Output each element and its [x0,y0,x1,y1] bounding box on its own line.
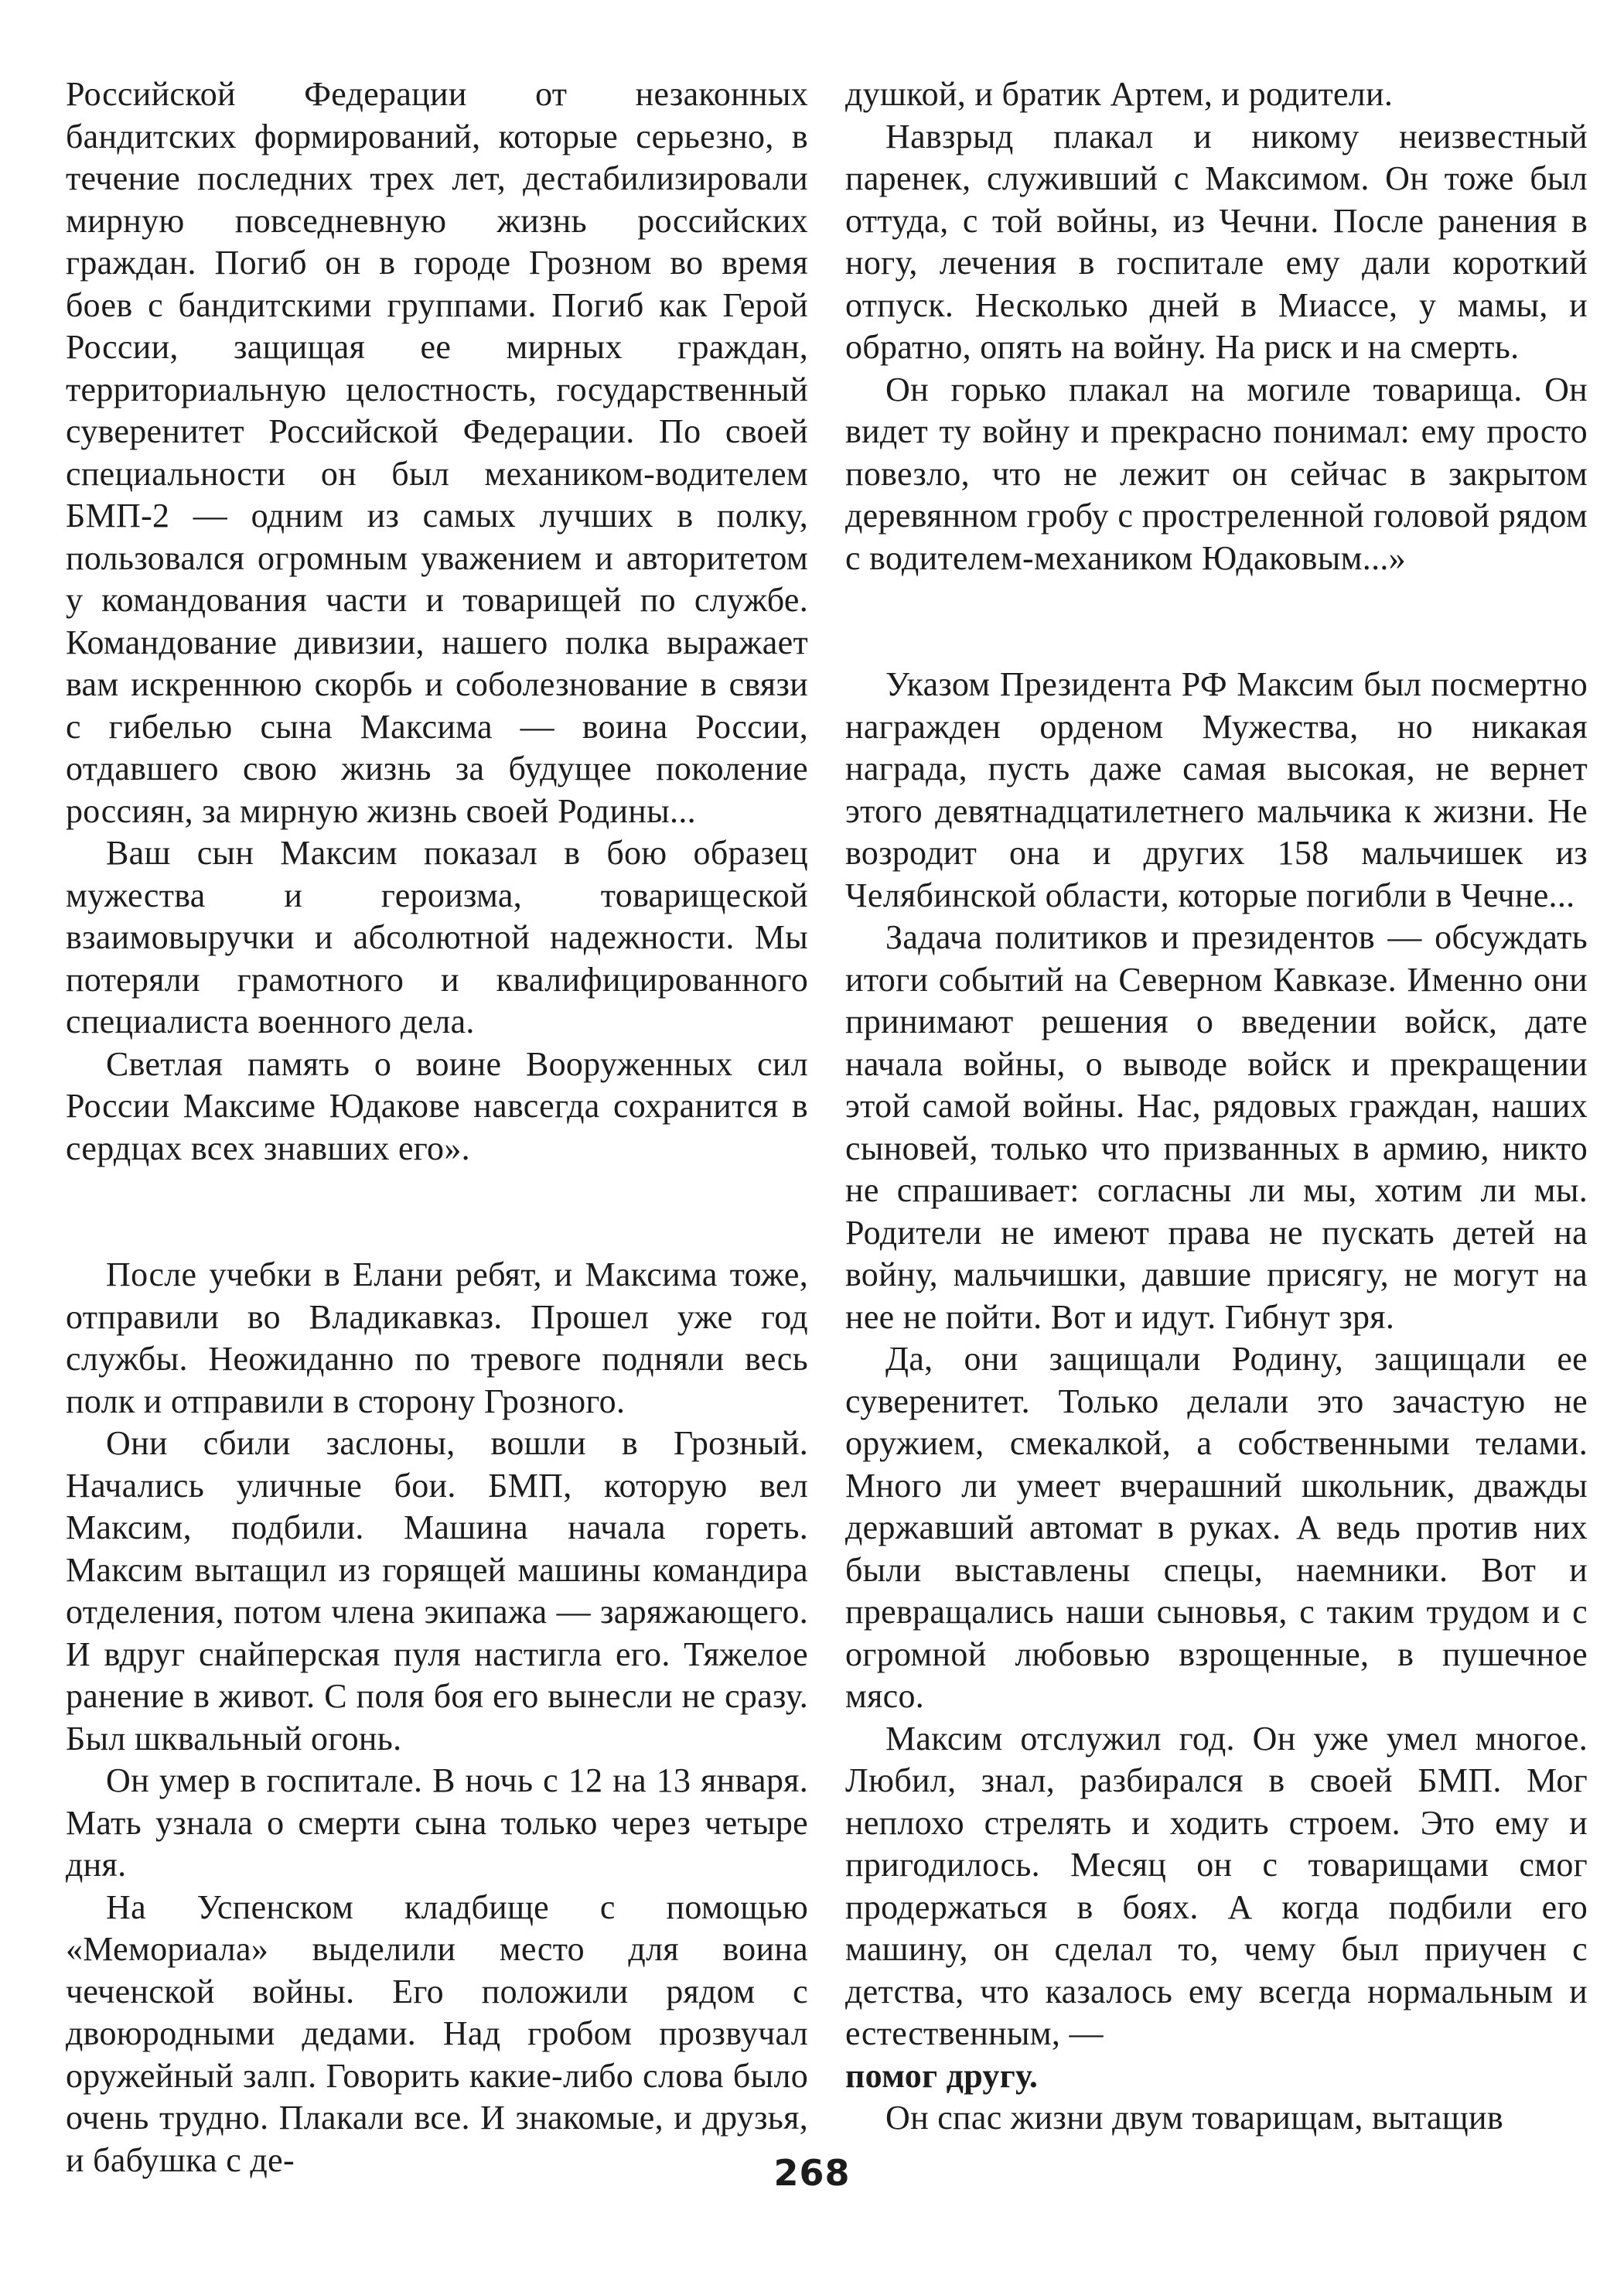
paragraph: На Успенском кладбище с помощью «Мемориала» выделили место для воина чеченской войны. Его положили рядом с двоюродными дедами. Над гробом прозвучал оружейный залп. Говорить какие-либо слова было очень трудно. Плакали все. И знакомые, и друзья, и бабушка с де- [66,1887,808,2179]
paragraph: Максим отслужил год. Он уже умел многое. Любил, знал, разбирался в своей БМП. Мог неплохо стрелять и ходить строем. Это ему и пригодилось. Месяц он с товарищами смог продержаться в боях. А когда подбили его машину, он сделал то, чему был приучен с детства, что казалось ему всегда нормальным и естественным, — [845,1719,1588,2052]
paragraph: Они сбили заслоны, вошли в Грозный. Начались уличные бои. БМП, которую вел Максим, подбили. Машина начала гореть. Максим вытащил из горящей машины командира отделения, потом члена экипажа — заряжающего. И вдруг снайперская пуля настигла его. Тяжелое ранение в живот. С поля боя его вынесли не сразу. Был шквальный огонь. [66,1424,808,1758]
paragraph: Да, они защищали Родину, защищали ее суверенитет. Только делали это зачастую не оружием, смекалкой, а собственными телами. Много ли умеет вчерашний школьник, дважды державший автомат в руках. А ведь против них были выставлены спецы, наемники. Вот и превращались наши сыновья, с таким трудом и с огромной любовью взрощенные, в пушечное мясо. [845,1340,1588,1715]
paragraph: Он умер в госпитале. В ночь с 12 на 13 января. Мать узнала о смерти сына только через четыре дня. [66,1761,808,1884]
page-number: 268 [773,2152,851,2194]
paragraph: Задача политиков и президентов — обсуждать итоги событий на Северном Кавказе. Именно они принимают решения о введении войск, дате начала войны, о выводе войск и прекращении этой самой войны. Нас, рядовых граждан, наших сыновей, только что призванных в армию, никто не спрашивает: согласны ли мы, хотим ли мы. Родители не имеют права не пускать детей на войну, мальчишки, давшие присягу, не могут на нее не пойти. Вот и идут. Гибнут зря. [845,918,1588,1336]
paragraph: Указом Президента РФ Максим был посмертно награжден орденом Мужества, но никакая награда, пусть даже самая высокая, не вернет этого девятнадцатилетнего мальчика к жизни. Не возродит она и других 158 мальчишек из Челябинской области, которые погибли в Чечне... [845,665,1588,914]
paragraph: Навзрыд плакал и никому неизвестный паренек, служивший с Максимом. Он тоже был оттуда, с той войны, из Чечни. После ранения в ногу, лечения в госпитале ему дали короткий отпуск. Несколько дней в Миассе, у мамы, и обратно, опять на войну. На риск и на смерть. [845,117,1588,366]
paragraph: Ваш сын Максим показал в бою образец мужества и героизма, товарищеской взаимовыручки и абсолютной надежности. Мы потеряли грамотного и квалифицированного специалиста военного дела. [66,834,808,1040]
paragraph: Он спас жизни двум товарищам, вытащив [885,2099,1503,2137]
right-text-column [845,73,1588,2140]
bold-phrase: помог другу. [845,2056,1039,2095]
paragraph: душкой, и братик Артем, и родители. [845,75,1394,113]
paragraph: Российской Федерации от незаконных бандитских формирований, которые серьезно, в течение последних трех лет, дестабилизировали мирную повседневную жизнь российских граждан. Погиб он в городе Грозном во время боев с бандитскими группами. Погиб как Герой России, защищая ее мирных граждан, территориальную целостность, государственный суверенитет Российской Федерации. По своей специальности он был механиком-водителем БМП-2 — одним из самых лучших в полку, пользовался огромным уважением и авторитетом у командования части и товарищей по службе. Командование дивизии, нашего полка выражает вам искреннюю скорбь и соболезнование в связи с гибелью сына Максима — воина России, отдавшего свою жизнь за будущее поколение россиян, за мирную жизнь своей Родины... [66,75,808,830]
paragraph: После учебки в Елани ребят, и Максима тоже, отправили во Владикавказ. Прошел уже год службы. Неожиданно по тревоге подняли весь полк и отправили в сторону Грозного. [66,1255,808,1420]
paragraph: Он горько плакал на могиле товарища. Он видет ту войну и прекрасно понимал: ему просто повезло, что не лежит он сейчас в закрытом деревянном гробу с простреленной головой рядом с водителем-механиком Юдаковым...» [845,370,1588,577]
left-text-column [66,73,808,2181]
paragraph: Светлая память о воине Вооруженных сил России Максиме Юдакове навсегда сохранится в сердцах всех знавших его». [66,1044,808,1167]
